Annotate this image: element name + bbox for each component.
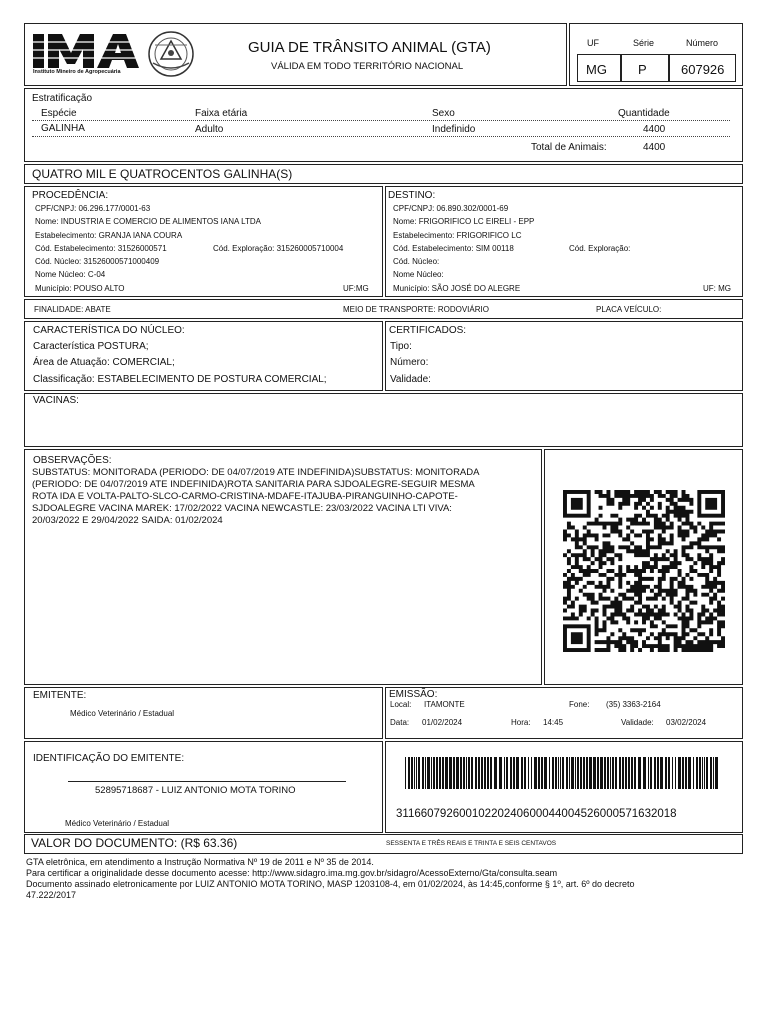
footer-line: 47.222/2017 — [26, 890, 77, 900]
col-quantidade: Quantidade — [618, 108, 670, 119]
serie-label: Série — [633, 38, 655, 48]
observacoes-title: OBSERVAÇÕES: — [33, 455, 112, 466]
procedencia-uf: UF:MG — [343, 284, 369, 293]
faixa-value: Adulto — [195, 124, 224, 135]
identificacao-cargo: Médico Veterinário / Estadual — [65, 819, 170, 828]
total-label: Total de Animais: — [531, 142, 607, 153]
nucleo-area: Área de Atuação: COMERCIAL; — [33, 357, 175, 368]
numero-value: 607926 — [681, 62, 725, 77]
destino-cod-estab: Cód. Estabelecimento: SIM 00118 — [393, 244, 514, 253]
emissao-validade-value: 03/02/2024 — [666, 718, 707, 727]
destino-estabelecimento: Estabelecimento: FRIGORIFICO LC — [393, 231, 522, 240]
nucleo-title: CARACTERÍSTICA DO NÚCLEO: — [33, 325, 185, 336]
procedencia-nome: Nome: INDUSTRIA E COMERCIO DE ALIMENTOS IANA LTDA — [35, 217, 261, 226]
emissao-data-value: 01/02/2024 — [422, 718, 463, 727]
qr-code-icon — [563, 490, 725, 652]
procedencia-cod-estab: Cód. Estabelecimento: 31526000571 — [35, 244, 167, 253]
emissao-fone-value: (35) 3363-2164 — [606, 700, 661, 709]
destino-municipio: Município: SÃO JOSÉ DO ALEGRE — [393, 284, 521, 293]
sexo-value: Indefinido — [432, 124, 476, 135]
placa-veiculo: PLACA VEÍCULO: — [596, 305, 662, 314]
emitente-title: EMITENTE: — [33, 690, 87, 701]
nucleo-classificacao: Classificação: ESTABELECIMENTO DE POSTURA COMERCIAL; — [33, 374, 327, 385]
finalidade: FINALIDADE: ABATE — [34, 305, 111, 314]
col-sexo: Sexo — [432, 108, 455, 119]
destino-cpf: CPF/CNPJ: 06.890.302/0001-69 — [393, 204, 509, 213]
uf-value: MG — [586, 62, 607, 77]
total-value: 4400 — [643, 142, 666, 153]
observacoes-line: (PERIODO: DE 04/07/2019 ATE INDEFINIDA)ROTA SANITARIA PARA SJDOALEGRE-SEGUIR MESMA — [32, 479, 475, 490]
barcode-number: 31166079260010220240600044004526000571632018 — [396, 808, 677, 820]
destino-cod-nucleo: Cód. Núcleo: — [393, 257, 440, 266]
vacinas-box — [24, 393, 743, 447]
divider-dotted — [32, 120, 730, 121]
logo-subtitle: Instituto Mineiro de Agropecuária — [33, 69, 121, 75]
divider-dotted — [32, 136, 730, 137]
estratificacao-box — [24, 88, 743, 162]
certificados-validade: Validade: — [390, 374, 431, 385]
observacoes-line: 20/03/2022 E 29/04/2022 SAIDA: 01/02/2024 — [32, 515, 223, 526]
nucleo-caracteristica: Característica POSTURA; — [33, 341, 149, 352]
observacoes-line: SJDOALEGRE VACINA MAREK: 17/02/2022 VACINA NEWCASTLE: 23/03/2022 VACINA LTI VIVA: — [32, 503, 452, 514]
valor-documento: VALOR DO DOCUMENTO: (R$ 63.36) — [31, 836, 238, 850]
ima-logo — [31, 31, 141, 79]
emitente-cargo: Médico Veterinário / Estadual — [70, 709, 175, 718]
document-subtitle: VÁLIDA EM TODO TERRITÓRIO NACIONAL — [271, 61, 464, 72]
destino-box — [385, 186, 743, 297]
certificados-tipo: Tipo: — [390, 341, 412, 352]
emissao-hora-value: 14:45 — [543, 718, 564, 727]
destino-nome: Nome: FRIGORIFICO LC EIRELI - EPP — [393, 217, 535, 226]
footer-line: GTA eletrônica, em atendimento a Instrução Normativa Nº 19 de 2011 e Nº 35 de 2014. — [26, 857, 374, 867]
numero-label: Número — [686, 38, 719, 48]
footer-line: Documento assinado eletronicamente por LUIZ ANTONIO MOTA TORINO, MASP 1203108-4, em 01/02/2024, às 14:45,conforme § 1º, art. 6º do decreto — [26, 879, 635, 889]
footer-line: Para certificar a originalidade desse documento acesse: http://www.sidagro.ima.mg.gov.br/sidagro/AcessoExterno/Gta/consulta.seam — [26, 868, 558, 878]
emissao-hora-label: Hora: — [511, 718, 531, 727]
especie-value: GALINHA — [41, 123, 85, 134]
quantidade-value: 4400 — [643, 124, 666, 135]
emissao-validade-label: Validade: — [621, 718, 654, 727]
procedencia-cod-nucleo: Cód. Núcleo: 31526000571000409 — [35, 257, 160, 266]
vacinas-title: VACINAS: — [33, 395, 79, 406]
col-faixa-etaria: Faixa etária — [195, 108, 248, 119]
serie-value: P — [638, 62, 647, 77]
emissao-local-label: Local: — [390, 700, 412, 709]
emissao-local-value: ITAMONTE — [424, 700, 465, 709]
procedencia-municipio: Município: POUSO ALTO — [35, 284, 125, 293]
valor-extenso: SESSENTA E TRÊS REAIS E TRINTA E SEIS CENTAVOS — [386, 840, 557, 847]
certificados-title: CERTIFICADOS: — [389, 325, 467, 336]
destino-uf: UF: MG — [703, 284, 731, 293]
col-especie: Espécie — [41, 108, 77, 119]
identificacao-title: IDENTIFICAÇÃO DO EMITENTE: — [33, 753, 185, 764]
estratificacao-title: Estratificação — [32, 93, 93, 104]
document-title: GUIA DE TRÂNSITO ANIMAL (GTA) — [248, 39, 491, 56]
quantidade-extenso: QUATRO MIL E QUATROCENTOS GALINHA(S) — [32, 167, 293, 181]
emissao-title: EMISSÃO: — [389, 689, 438, 700]
observacoes-line: SUBSTATUS: MONITORADA (PERIODO: DE 04/07/2019 ATE INDEFINIDA)SUBSTATUS: MONITORADA — [32, 467, 480, 478]
state-seal-icon — [143, 29, 199, 79]
procedencia-title: PROCEDÊNCIA: — [32, 190, 109, 201]
certificados-numero: Número: — [390, 357, 429, 368]
signature-line — [68, 781, 346, 782]
identificacao-assinatura: 52895718687 - LUIZ ANTONIO MOTA TORINO — [95, 785, 296, 796]
destino-title: DESTINO: — [388, 190, 436, 201]
procedencia-cod-expl: Cód. Exploração: 315260005710004 — [213, 244, 344, 253]
barcode-icon — [405, 757, 719, 789]
emissao-box — [385, 687, 743, 739]
procedencia-cpf: CPF/CNPJ: 06.296.177/0001-63 — [35, 204, 151, 213]
procedencia-estabelecimento: Estabelecimento: GRANJA IANA COURA — [35, 231, 183, 240]
emissao-fone-label: Fone: — [569, 700, 590, 709]
procedencia-nome-nucleo: Nome Núcleo: C-04 — [35, 270, 106, 279]
meio-transporte: MEIO DE TRANSPORTE: RODOVIÁRIO — [343, 305, 489, 314]
destino-nome-nucleo: Nome Núcleo: — [393, 270, 444, 279]
procedencia-box — [24, 186, 383, 297]
observacoes-line: ROTA IDA E VOLTA-PALTO-SLCO-CARMO-CRISTINA-MDAFE-ITAJUBA-PIRANGUINHO-CAPOTE- — [32, 491, 458, 502]
destino-cod-expl: Cód. Exploração: — [569, 244, 631, 253]
uf-label: UF — [587, 38, 599, 48]
emissao-data-label: Data: — [390, 718, 410, 727]
